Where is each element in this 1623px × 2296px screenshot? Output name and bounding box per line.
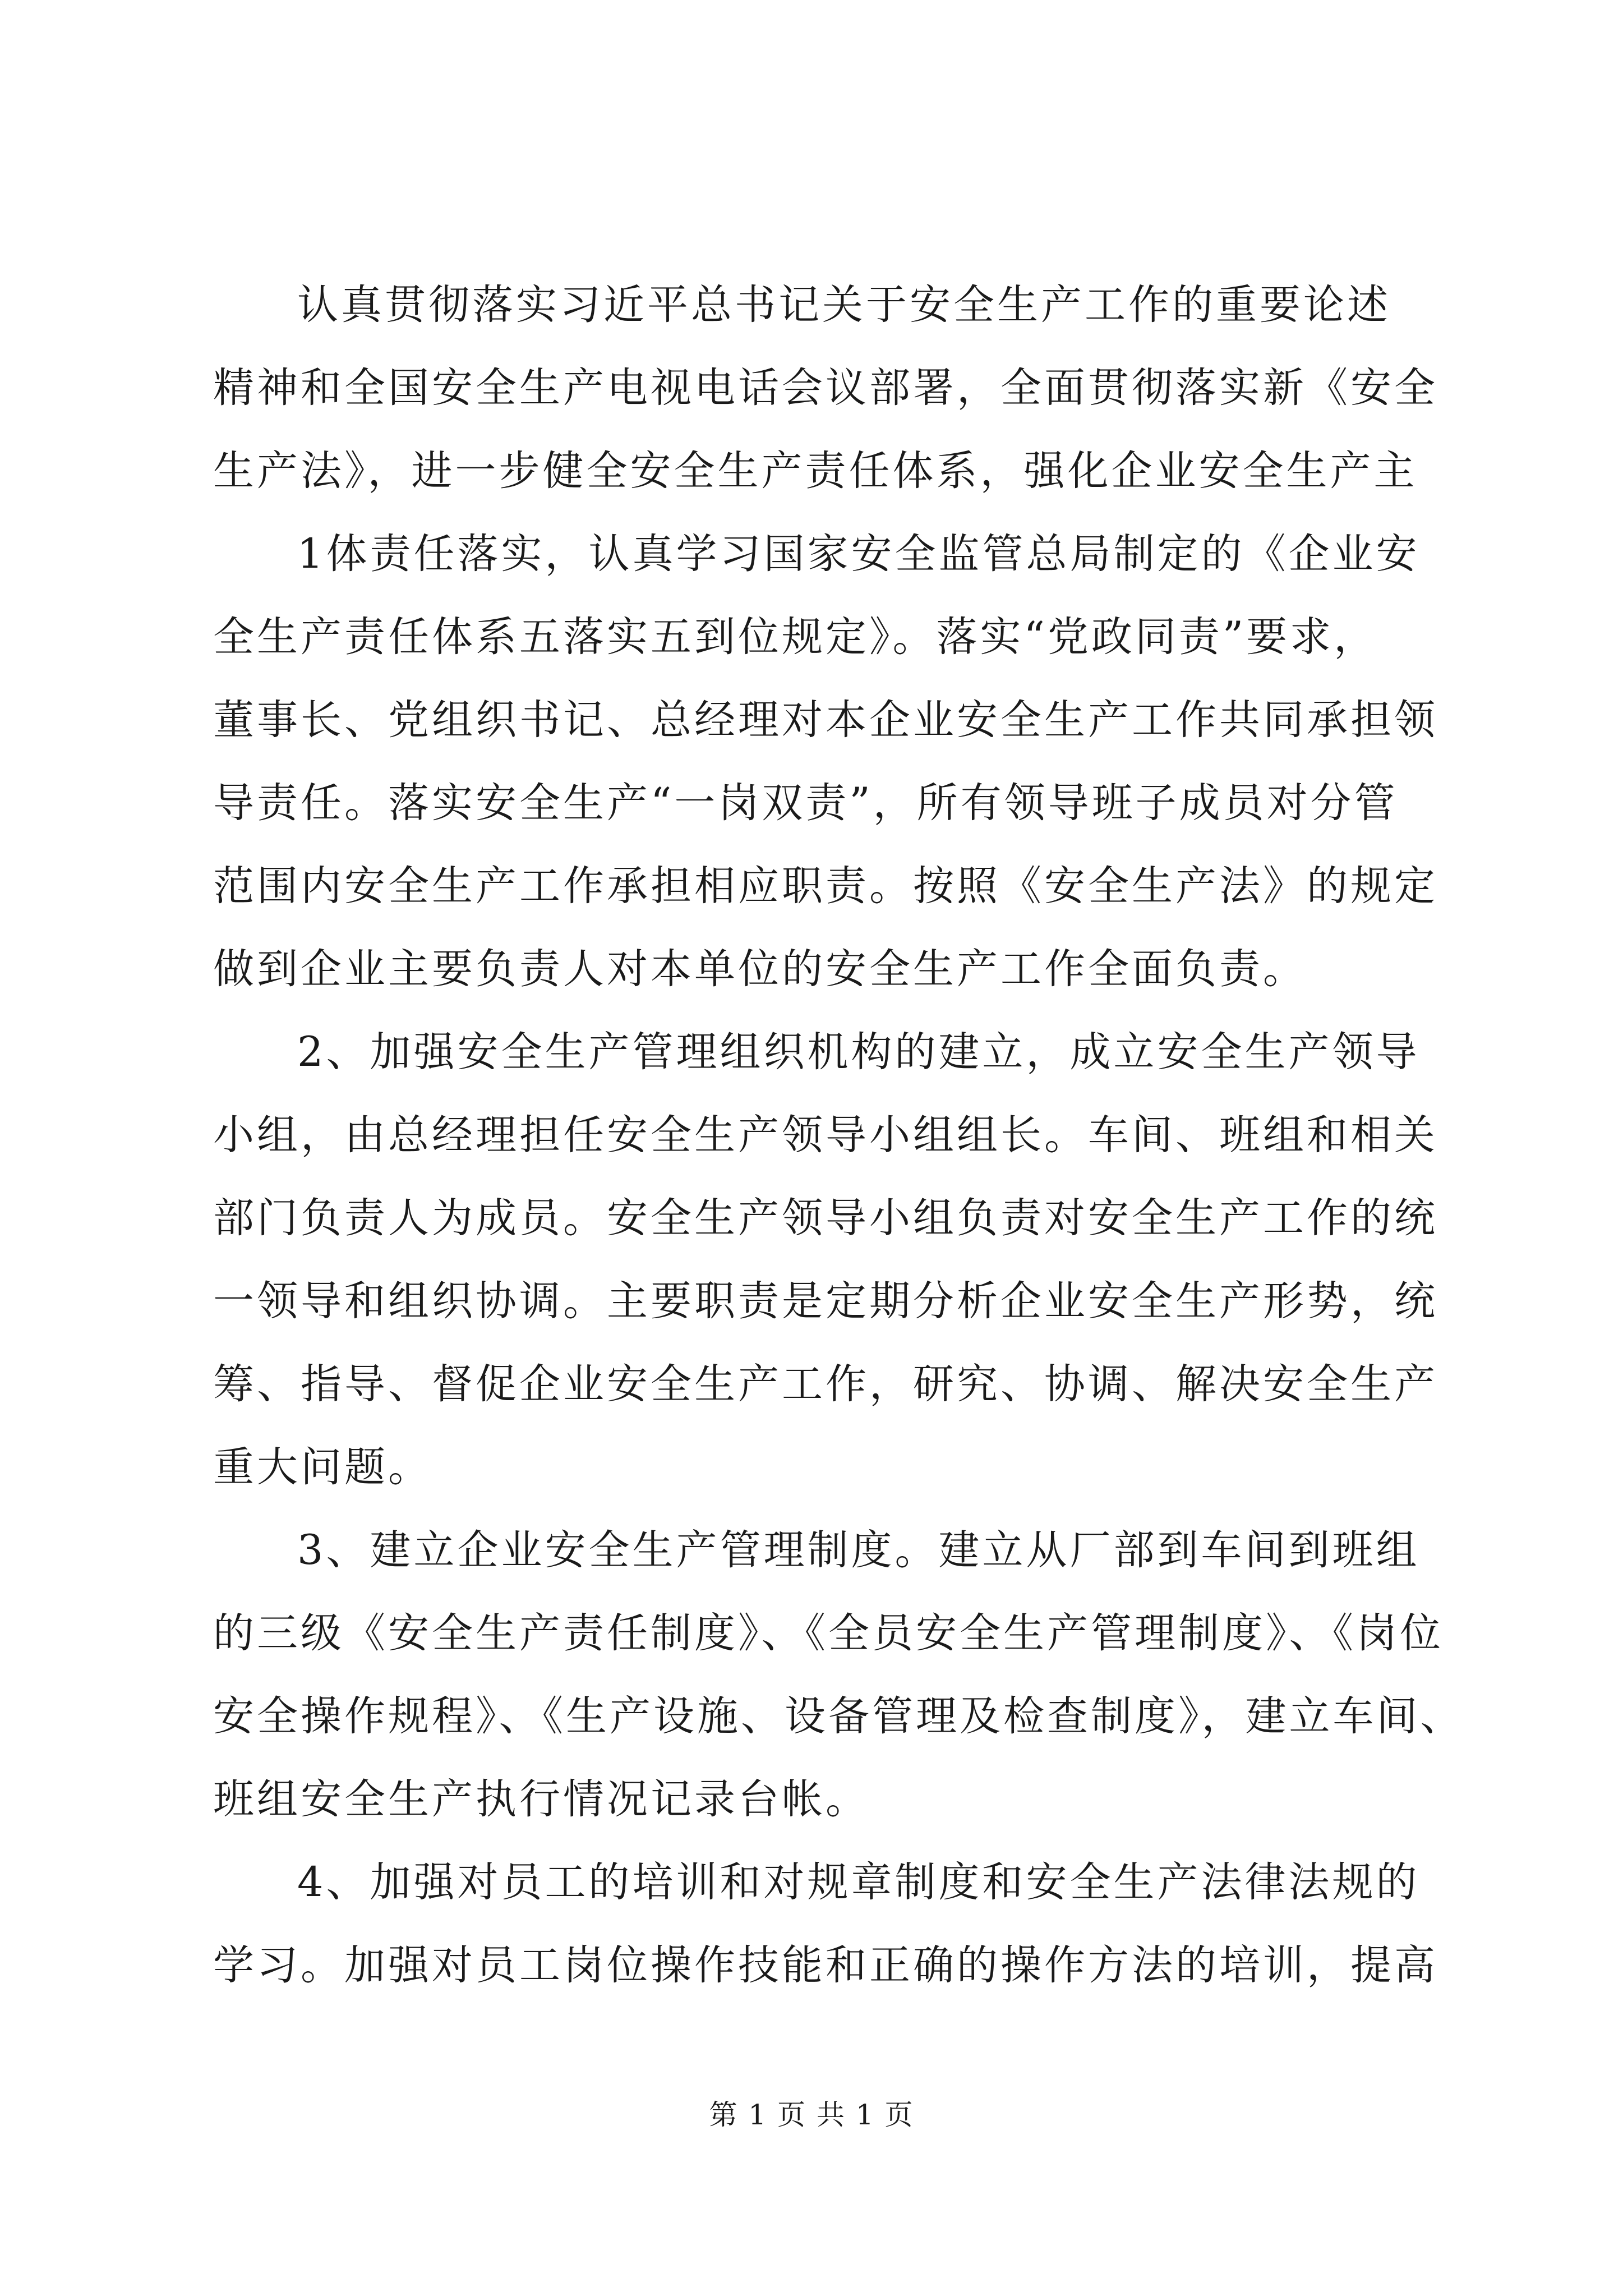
document-body [213, 264, 1464, 2007]
text-line: 一领导和组织协调。主要职责是定期分析企业安全生产形势，统 [213, 1277, 1438, 1325]
text-line: 认真贯彻落实习近平总书记关于安全生产工作的重要论述 [297, 281, 1391, 329]
text-line: 小组，由总经理担任安全生产领导小组组长。车间、班组和相关 [213, 1111, 1438, 1159]
text-line: 的三级《安全生产责任制度》、《全员安全生产管理制度》、《岗位 [213, 1609, 1444, 1657]
text-line: 精神和全国安全生产电视电话会议部署，全面贯彻落实新《安全 [213, 364, 1438, 412]
text-line: 1体责任落实，认真学习国家安全监管总局制定的《企业安 [297, 530, 1420, 578]
text-line: 全生产责任体系五落实五到位规定》。落实“党政同责”要求， [213, 613, 1378, 661]
text-line: 范围内安全生产工作承担相应职责。按照《安全生产法》的规定 [213, 862, 1438, 910]
text-line: 筹、指导、督促企业安全生产工作，研究、协调、解决安全生产 [213, 1360, 1438, 1408]
text-line: 重大问题。 [213, 1443, 432, 1491]
text-line: 安全操作规程》、《生产设施、设备管理及检查制度》，建立车间、 [213, 1692, 1464, 1740]
text-line: 部门负责人为成员。安全生产领导小组负责对安全生产工作的统 [213, 1194, 1438, 1242]
text-line: 班组安全生产执行情况记录台帐。 [213, 1775, 869, 1823]
text-line: 做到企业主要负责人对本单位的安全生产工作全面负责。 [213, 945, 1307, 993]
text-line: 2、加强安全生产管理组织机构的建立，成立安全生产领导 [297, 1028, 1420, 1076]
text-line: 4、加强对员工的培训和对规章制度和安全生产法律法规的 [297, 1858, 1420, 1906]
text-line: 董事长、党组织书记、总经理对本企业安全生产工作共同承担领 [213, 696, 1438, 744]
text-line: 生产法》，进一步健全安全生产责任体系，强化企业安全生产主 [213, 447, 1418, 495]
text-line: 导责任。落实安全生产“一岗双责”，所有领导班子成员对分管 [213, 779, 1398, 827]
text-line: 学习。加强对员工岗位操作技能和正确的操作方法的培训，提高 [213, 1941, 1438, 1989]
text-line: 3、建立企业安全生产管理制度。建立从厂部到车间到班组 [297, 1526, 1420, 1574]
page-footer: 第 1 页 共 1 页 [709, 2099, 914, 2131]
